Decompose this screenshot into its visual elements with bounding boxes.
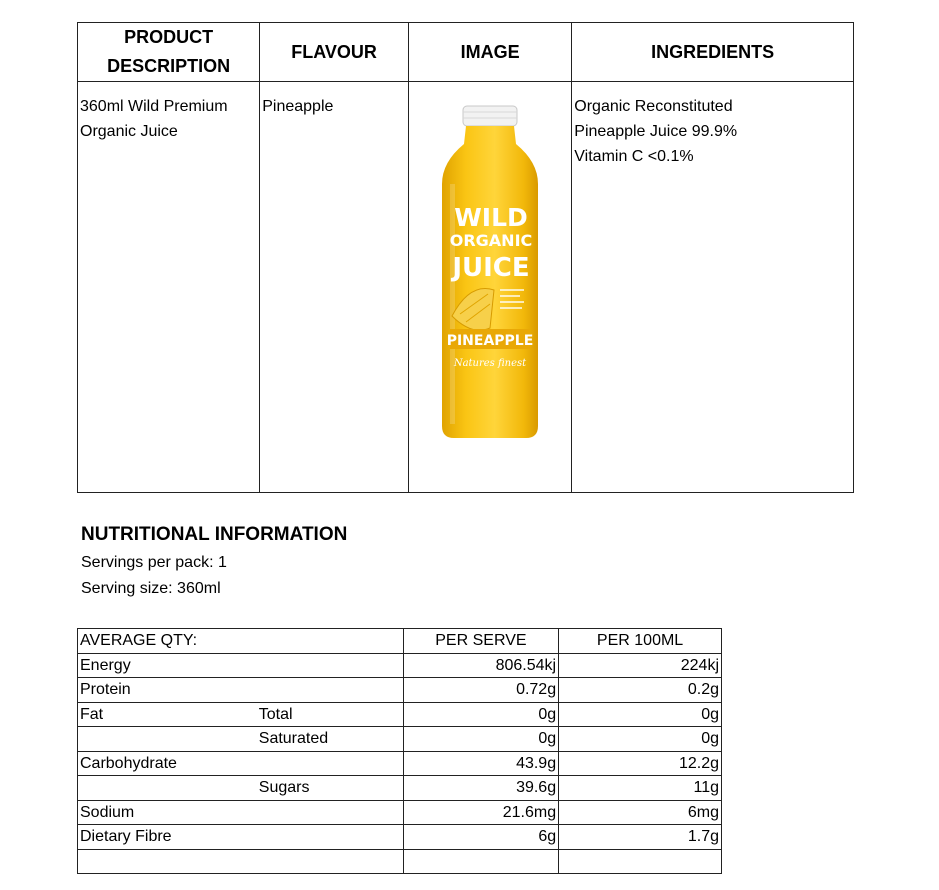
nutrient-sub <box>257 800 403 825</box>
header-product-description: PRODUCT DESCRIPTION <box>78 23 260 82</box>
nutrient-sub: Total <box>257 702 403 727</box>
product-header-row <box>78 23 854 82</box>
nutrient-per-serve: 0.72g <box>403 678 558 703</box>
nutrient-sub <box>257 678 403 703</box>
nutrient-name: Sodium <box>78 800 257 825</box>
nutrition-table <box>77 628 722 874</box>
nutrient-per-serve: 806.54kj <box>403 653 558 678</box>
nutrition-row <box>78 751 722 776</box>
product-description: 360ml Wild Premium Organic Juice <box>78 82 260 493</box>
header-ingredients: INGREDIENTS <box>572 23 854 82</box>
nutrient-sub <box>257 825 403 850</box>
nutrition-row <box>78 727 722 752</box>
nutrient-per-serve <box>403 849 558 874</box>
nutrient-per-serve: 0g <box>403 702 558 727</box>
nutrient-per-100ml: 11g <box>559 776 722 801</box>
nutrient-sub: Saturated <box>257 727 403 752</box>
nutrient-per-100ml: 224kj <box>559 653 722 678</box>
nutrition-row <box>78 800 722 825</box>
nutrient-name <box>78 849 257 874</box>
nutrition-header-per-serve: PER SERVE <box>403 629 558 654</box>
nutrient-per-100ml: 0g <box>559 702 722 727</box>
ingredient-line: Pineapple Juice 99.9% <box>574 123 738 140</box>
nutrient-per-serve: 21.6mg <box>403 800 558 825</box>
bottle-brand-line3: JUICE <box>452 253 530 283</box>
ingredient-line: Vitamin C <0.1% <box>574 148 694 165</box>
nutrition-title: NUTRITIONAL INFORMATION <box>81 524 348 545</box>
product-row <box>78 82 854 493</box>
nutrition-header-blank <box>257 629 403 654</box>
nutrient-per-100ml: 1.7g <box>559 825 722 850</box>
bottle-tagline: Natures finest <box>453 358 527 369</box>
nutrient-per-100ml <box>559 849 722 874</box>
nutrient-per-serve: 6g <box>403 825 558 850</box>
nutrient-per-serve: 43.9g <box>403 751 558 776</box>
nutrition-row <box>78 825 722 850</box>
nutrient-name: Protein <box>78 678 257 703</box>
product-ingredients <box>572 82 854 493</box>
nutrient-sub: Sugars <box>257 776 403 801</box>
product-table <box>77 22 854 493</box>
nutrition-header-per-100ml: PER 100ML <box>559 629 722 654</box>
nutrition-row-empty <box>78 849 722 874</box>
header-image: IMAGE <box>408 23 571 82</box>
nutrient-per-serve: 0g <box>403 727 558 752</box>
product-image-cell <box>408 82 571 493</box>
nutrient-name <box>78 776 257 801</box>
bottle-flavour-text: PINEAPPLE <box>446 333 534 349</box>
nutrient-name: Carbohydrate <box>78 751 257 776</box>
bottle-brand-line2: ORGANIC <box>449 231 533 250</box>
nutrition-row <box>78 653 722 678</box>
nutrient-per-100ml: 0.2g <box>559 678 722 703</box>
nutrient-per-100ml: 0g <box>559 727 722 752</box>
nutrition-header-qty: AVERAGE QTY: <box>78 629 257 654</box>
bottle-brand-line1: WILD <box>454 203 528 232</box>
nutrient-sub <box>257 751 403 776</box>
nutrient-sub <box>257 653 403 678</box>
nutrition-row <box>78 776 722 801</box>
servings-per-pack: Servings per pack: 1 <box>81 554 227 571</box>
nutrition-row <box>78 678 722 703</box>
nutrient-per-100ml: 6mg <box>559 800 722 825</box>
product-flavour: Pineapple <box>260 82 409 493</box>
bottle-cap <box>463 106 517 126</box>
nutrient-name: Fat <box>78 702 257 727</box>
juice-bottle-image <box>430 104 550 444</box>
nutrition-header-row <box>78 629 722 654</box>
nutrient-name: Energy <box>78 653 257 678</box>
nutrient-name <box>78 727 257 752</box>
nutrient-per-100ml: 12.2g <box>559 751 722 776</box>
serving-size: Serving size: 360ml <box>81 580 221 597</box>
nutrition-row <box>78 702 722 727</box>
header-flavour: FLAVOUR <box>260 23 409 82</box>
nutrient-per-serve: 39.6g <box>403 776 558 801</box>
nutrient-sub <box>257 849 403 874</box>
ingredient-line: Organic Reconstituted <box>574 98 733 115</box>
nutrient-name: Dietary Fibre <box>78 825 257 850</box>
